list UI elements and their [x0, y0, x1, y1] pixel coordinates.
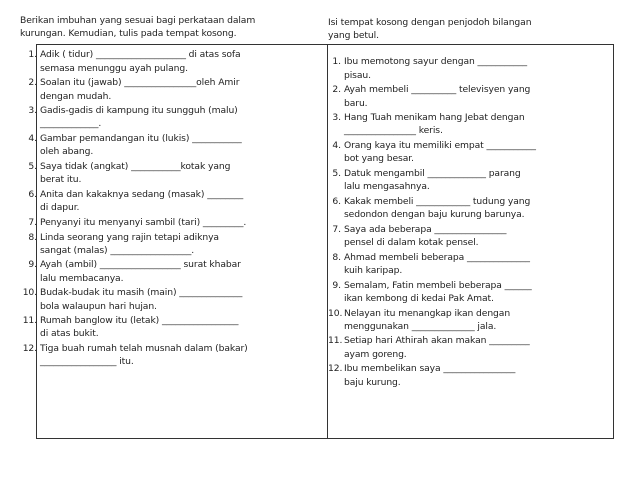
right-instructions: Isi tempat kosong dengan penjodoh bilangan yang betul.	[328, 17, 532, 42]
question-item	[20, 160, 278, 186]
question-number: 2.	[28, 77, 37, 89]
question-number: 5.	[332, 168, 341, 180]
question-item	[20, 314, 278, 340]
right-exercise	[328, 16, 554, 390]
question-text: Rumah banglow itu (letak) _________________ di atas bukit.	[40, 315, 239, 340]
question-text: Budak-budak itu masih (main) ______________ bola walaupun hari hujan.	[40, 287, 243, 312]
question-item	[20, 286, 278, 312]
question-number: 8.	[28, 231, 37, 243]
question-item	[328, 55, 554, 81]
left-exercise	[20, 14, 278, 370]
question-number: 12.	[328, 363, 343, 375]
question-text: Nelayan itu menangkap ikan dengan menggunakan ______________ jala.	[344, 307, 511, 332]
question-text: Ibu memotong sayur dengan ___________ pisau.	[344, 56, 527, 81]
question-text: Datuk mengambil _____________ parang lalu mengasahnya.	[344, 168, 521, 193]
question-number: 1.	[28, 49, 37, 61]
question-text: Penyanyi itu menyanyi sambil (tari) _________.	[40, 216, 247, 228]
question-item	[328, 167, 554, 193]
question-item	[328, 251, 554, 277]
question-text: Ayah membeli __________ televisyen yang baru.	[344, 84, 531, 109]
question-number: 9.	[332, 279, 341, 291]
question-item	[328, 279, 554, 305]
question-item	[20, 132, 278, 158]
question-number: 10.	[328, 307, 343, 319]
question-item	[20, 104, 278, 130]
question-number: 7.	[28, 216, 37, 228]
question-item	[328, 334, 554, 360]
question-item	[328, 83, 554, 109]
question-number: 7.	[332, 223, 341, 235]
question-item	[20, 76, 278, 102]
question-text: Saya ada beberapa ________________ pensel di dalam kotak pensel.	[344, 223, 507, 249]
question-number: 4.	[332, 140, 341, 152]
question-text: Semalam, Fatin membeli beberapa ______ ikan kembong di kedai Pak Amat.	[344, 279, 532, 304]
question-text: Ibu membelikan saya ________________ baju kurung.	[344, 363, 516, 388]
question-text: Saya tidak (angkat) ___________kotak yang berat itu.	[40, 161, 231, 186]
question-text: Gambar pemandangan itu (lukis) ___________ oleh abang.	[40, 133, 242, 158]
question-number: 9.	[28, 259, 37, 271]
question-text: Orang kaya itu memiliki empat ___________ bot yang besar.	[344, 140, 536, 165]
question-number: 3.	[28, 105, 37, 117]
question-text: Adik ( tidur) ____________________ di atas sofa semasa menunggu ayah pulang.	[40, 49, 241, 74]
question-text: Hang Tuah menikam hang Jebat dengan ________________ keris.	[344, 112, 525, 137]
question-number: 2.	[332, 84, 341, 96]
question-text: Ayah (ambil) __________________ surat khabar lalu membacanya.	[40, 259, 241, 284]
question-item	[328, 195, 554, 221]
left-instructions: Berikan imbuhan yang sesuai bagi perkataan dalam kurungan. Kemudian, tulis pada tempat kosong.	[20, 15, 256, 40]
question-text: Linda seorang yang rajin tetapi adiknya sangat (malas) __________________.	[40, 231, 219, 256]
question-number: 12.	[22, 343, 37, 355]
question-number: 6.	[332, 195, 341, 207]
question-number: 1.	[332, 56, 341, 68]
question-item	[20, 342, 278, 368]
question-item	[20, 48, 278, 74]
question-text: Gadis-gadis di kampung itu sungguh (malu) _____________.	[40, 105, 238, 130]
question-text: Anita dan kakaknya sedang (masak) ________ di dapur.	[40, 188, 244, 214]
question-item	[328, 307, 554, 333]
left-question-list	[20, 48, 278, 368]
question-number: 5.	[28, 161, 37, 173]
question-number: 4.	[28, 133, 37, 145]
question-number: 11.	[22, 315, 37, 327]
question-item	[20, 231, 278, 257]
question-text: Tiga buah rumah telah musnah dalam (bakar) _________________ itu.	[40, 343, 248, 368]
question-item	[328, 139, 554, 165]
question-item	[20, 258, 278, 284]
question-item	[20, 216, 278, 229]
question-number: 8.	[332, 251, 341, 263]
question-text: Setiap hari Athirah akan makan _________ ayam goreng.	[344, 335, 530, 360]
question-item	[328, 362, 554, 388]
question-item	[328, 223, 554, 249]
question-number: 6.	[28, 188, 37, 200]
right-question-list	[328, 55, 554, 388]
question-text: Kakak membeli ____________ tudung yang sedondon dengan baju kurung barunya.	[344, 195, 531, 221]
question-item	[20, 188, 278, 214]
question-item	[328, 111, 554, 137]
question-text: Ahmad membeli beberapa ______________ kuih karipap.	[344, 251, 530, 276]
question-text: Soalan itu (jawab) ________________oleh Amir dengan mudah.	[40, 77, 240, 102]
question-number: 11.	[328, 335, 343, 347]
question-number: 3.	[332, 112, 341, 124]
question-number: 10.	[22, 287, 37, 299]
